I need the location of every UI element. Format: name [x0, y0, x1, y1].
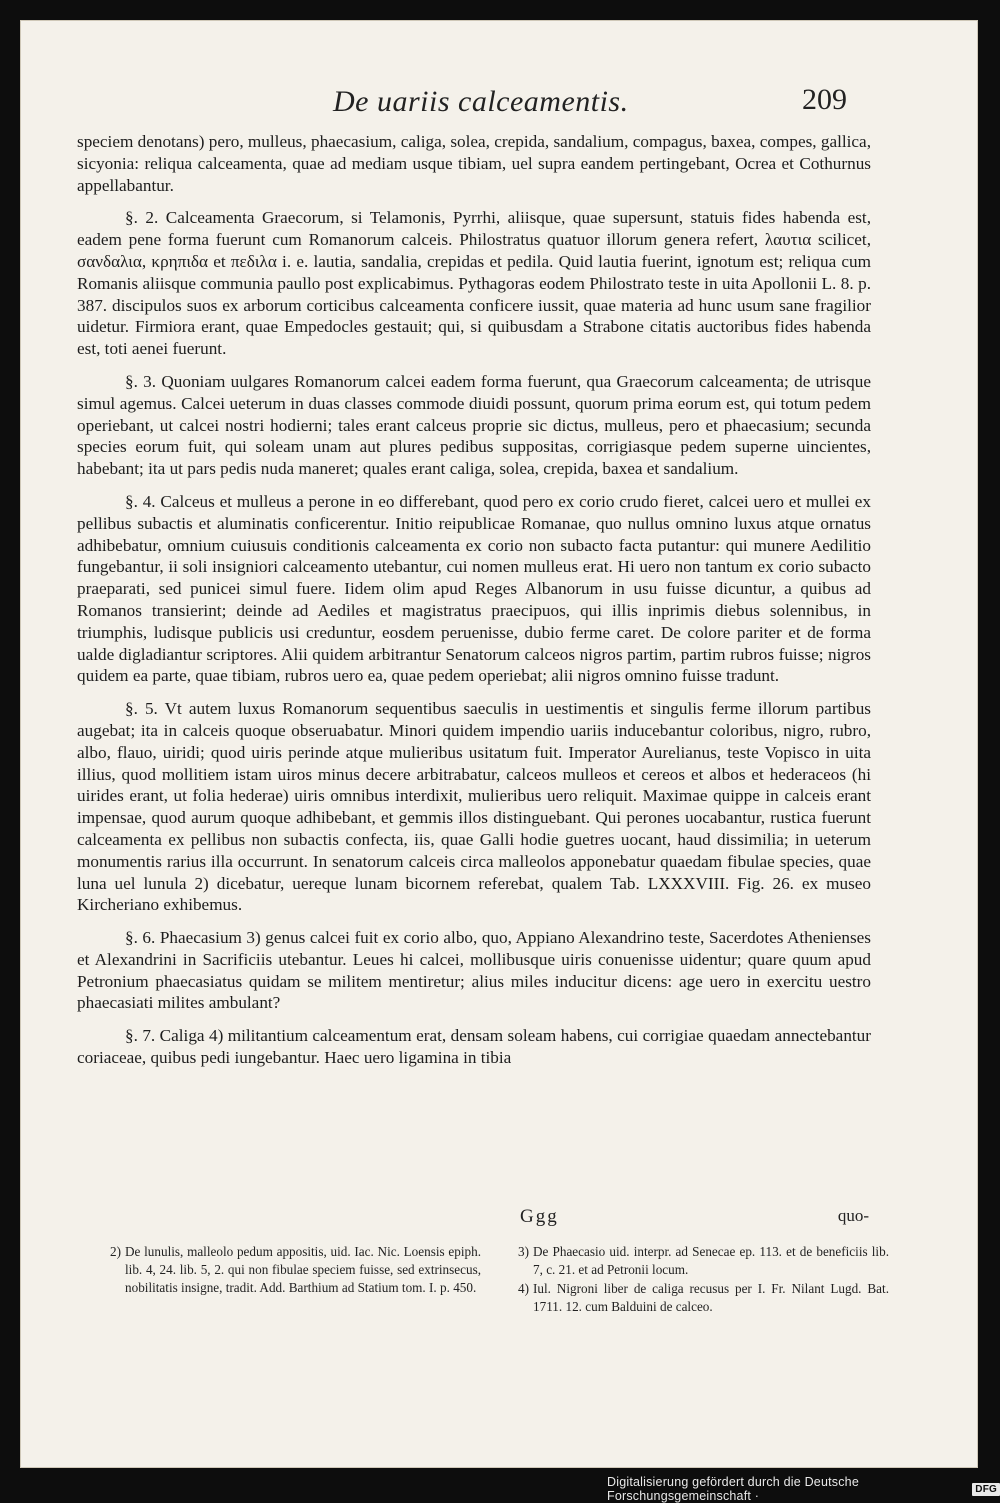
footnote-text: De Phaecasio uid. interpr. ad Senecae ep. 113. et de beneficiis lib. 7, c. 21. et ad Petronii locum.	[533, 1244, 889, 1277]
footnote-number: 4)	[518, 1281, 529, 1296]
footnotes-right-column	[507, 1243, 889, 1317]
footnotes	[99, 1243, 889, 1317]
paragraph-intro: speciem denotans) pero, mulleus, phaecasium, caliga, solea, crepida, sandalium, compagus, baxea, compes, gallica, sicyonia: reliqua calceamenta, quae ad mediam usque tibiam, uel supra eandem pertingebant, Ocrea et Cothurnus appellabantur.	[77, 132, 871, 195]
footnote	[507, 1243, 889, 1279]
paragraph-section-4: §. 4. Calceus et mulleus a perone in eo differebant, quod pero ex corio crudo fieret, calcei uero et mullei ex pellibus subactis et aluminatis conficerentur. Initio reipublicae Romanae, quo nullus omnino luxus atque ornatus adhibebatur, omnium cuiusuis conditionis calceamenta ex corio non subacto facta putantur: qui munere Aedilitio fungebantur, ii soli insigniori calceamento utebantur, cui nomen mulleus erat. Hi uero non tantum ex corio subacto praeparati, sed punicei simul fuere. Iidem olim apud Reges Albanorum in usu fuisse dicuntur, a quibus ad Romanos transierint; deinde ad Aediles et magistratus praecipuos, qui illis inprimis diebus solennibus, in triumphis, ludisque publicis usi creduntur, eosdem peruenisse, dubio ferme caret. De colore pariter et de forma ualde digladiantur scriptores. Alii quidem arbitrantur Senatorum calceos nigros partim, partim rubros fuisse; nigros quidem ea parte, quae tibiam, rubros uero ea, quae pedem operiebat; alii nigros omnino fuisse tradunt.	[77, 491, 871, 686]
running-title: De uariis calceamentis.	[333, 85, 629, 118]
footnote-text: Iul. Nigroni liber de caliga recusus per I. Fr. Nilant Lugd. Bat. 1711. 12. cum Balduini de calceo.	[533, 1281, 889, 1314]
body-text	[77, 131, 871, 1080]
credit-text: Digitalisierung gefördert durch die Deutsche Forschungsgemeinschaft ·	[607, 1475, 859, 1503]
scanned-page	[20, 20, 978, 1468]
page-number: 209	[802, 83, 847, 116]
footnote	[507, 1280, 889, 1316]
digitization-credit	[607, 1475, 1000, 1503]
footnote-number: 3)	[518, 1244, 529, 1259]
paragraph-section-6: §. 6. Phaecasium 3) genus calcei fuit ex corio albo, quo, Appiano Alexandrino teste, Sacerdotes Athenienses et Alexandrini in Sacrificiis utebantur. Leues hi calcei, mollibusque uiris conuenisse uidentur; quare quum apud Petronium phaecasiatus quidam se militem mentiretur; alius miles inducitur dicens: age uero in exercitu uestro phaecasiati milites ambulant?	[77, 928, 871, 1013]
signature-line	[21, 1206, 977, 1232]
paragraph-section-3: §. 3. Quoniam uulgares Romanorum calcei eadem forma fuerunt, qua Graecorum calceamenta; de utrisque simul agemus. Calcei ueterum in duas classes commode diuidi possunt, quorum prima eorum est, qui totum pedem operiebant, ut calcei nostri hodierni; tales erant calceus proprie sic dictus, mulleus, pero et phaecasium; secunda species eorum fuit, qui soleam unam aut plures pedibus suppositas, corrigiasque pedem superne uincientes, habebant; ita ut pars pedis nuda maneret; quales erant caliga, solea, crepida, baxea et sandalium.	[77, 371, 871, 479]
footnote-number: 2)	[110, 1244, 121, 1259]
signature-mark: Ggg	[520, 1206, 559, 1227]
catchword: quo-	[837, 1206, 869, 1225]
footnote-text: De lunulis, malleolo pedum appositis, uid. Iac. Nic. Loensis epiph. lib. 4, 24. lib. 5, 2. qui non fibulae speciem fuisse, sed extrinsecus, nobilitatis insigne, tradit. Add. Barthium ad Statium tom. I. p. 450.	[125, 1244, 481, 1295]
running-header	[21, 85, 977, 135]
paragraph-section-7: §. 7. Caliga 4) militantium calceamentum erat, densam soleam habens, cui corrigiae quaedam annectebantur coriaceae, quibus pedi iungebantur. Haec uero ligamina in tibia	[77, 1026, 871, 1068]
paragraph-section-5: §. 5. Vt autem luxus Romanorum sequentibus saeculis in uestimentis et singulis ferme illorum partibus augebat; ita in calceis quoque obseruabatur. Minori quidem impendio uariis inducebantur coloribus, nigro, rubro, albo, flauo, uiridi; quod uiris perinde atque mulieribus usitatum fuit. Imperator Aurelianus, teste Vopisco in uita illius, quod mollitiem istam uiros minus decere arbitrabatur, calceos mulleos et cereos et albos et hederaceos (hi uirides erant, ut folia hederae) uiris omnibus interdixit, mulieribus uero reliquit. Maximae quippe in calceis erant impensae, quod aurum quoque adhibebant, et gemmis illos distinguebant. Qui perones uocabantur, rustica fuerunt calceamenta ex pellibus non subactis confecta, iis, quae Galli hodie guetres uocant, haud dissimilia; in ueterum monumentis rarius illa occurrunt. In senatorum calceis circa malleolos apponebatur quaedam fibulae species, quae luna uel lunula 2) dicebatur, uereque lunam bicornem referebat, qualem Tab. LXXXVIII. Fig. 26. ex museo Kircheriano exhibemus.	[77, 699, 871, 915]
footnotes-left-column	[99, 1243, 481, 1317]
paragraph-section-2: §. 2. Calceamenta Graecorum, si Telamonis, Pyrrhi, aliisque, quae supersunt, statuis fides habenda est, eadem pene forma fuerunt cum Romanorum calceis. Philostratus quatuor illorum genera refert, λαυτια scilicet, σανδαλια, κρηπιδα et πεδιλα i. e. lautia, sandalia, crepidas et pedila. Quid lautia fuerint, ignotum est; reliqua cum Romanis aliisque communia paullo post explicabimus. Pythagoras eodem Philostrato teste in uita Apollonii L. 8. p. 387. discipulos suos ex arborum corticibus calceamenta conficere iussit, quae materia ad hunc usum sane fragilior uidetur. Firmiora erant, quae Empedocles gestauit; qui, si quibusdam a Strabone citatis auctoribus fides habenda est, toti aenei fuerunt.	[77, 208, 871, 359]
footnote	[99, 1243, 481, 1297]
dfg-logo: DFG	[972, 1483, 1000, 1496]
